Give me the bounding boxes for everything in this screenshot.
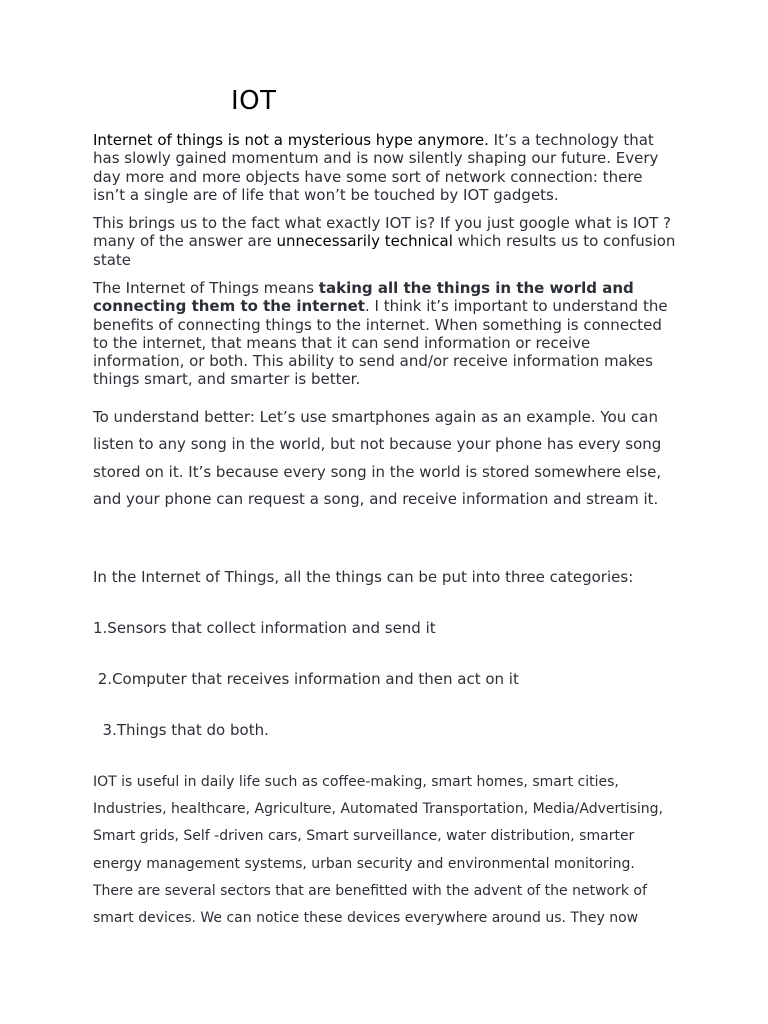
list-item-computer: 2.Computer that receives information and then act on it [93, 670, 519, 688]
list-item-both: 3.Things that do both. [93, 721, 269, 739]
paragraph-categories: In the Internet of Things, all the things can be put into three categories: [93, 568, 634, 586]
paragraph-definition [93, 279, 678, 389]
uses-text-b: There are several sectors that are benefitted with the advent of the network of smart devices. We can notice these devices everywhere around us. They now [93, 882, 647, 927]
what-is-text-c: which results us to confusion state [93, 232, 676, 269]
intro-rest: It’s a technology that has slowly gained momentum and is now silently shaping our future. Every day more and more objects have some sort of network connection: there isn’t a single are of life that won’t be touched by IOT gadgets. [93, 131, 659, 204]
intro-lead: Internet of things is not a mysterious hype anymore. [93, 131, 489, 149]
definition-bold: taking all the things in the world and connecting them to the internet [93, 279, 634, 316]
paragraph-intro [93, 131, 678, 204]
list-item-sensors: 1.Sensors that collect information and send it [93, 619, 436, 637]
page-title: IOT [231, 86, 277, 116]
paragraph-what-is-iot [93, 214, 678, 269]
definition-text-c: . I think it’s important to understand the benefits of connecting things to the internet. When something is connected to the internet, that means that it can send information or receive information, or both. This ability to send and/or receive information makes things smart, and smarter is better. [93, 297, 668, 389]
uses-text-a: IOT is useful in daily life such as coffee-making, smart homes, smart cities, Industries, healthcare, Agriculture, Automated Transportation, Media/Advertising, Smart grids, Self -driven cars, Smart surveillance, water distribution, smarter energy management systems, urban security and environmental monitoring. [93, 774, 664, 872]
what-is-text-b: unnecessarily technical [276, 232, 458, 251]
paragraph-smartphone-example: To understand better: Let’s use smartphones again as an example. You can listen to any song in the world, but not because your phone has every song stored on it. It’s because every song in the world is stored somewhere else, and your phone can request a song, and receive information and stream it. [93, 408, 662, 509]
what-is-text-a: This brings us to the fact what exactly IOT is? If you just google what is IOT ? many of the answer are [93, 214, 672, 251]
paragraph-uses [93, 769, 678, 932]
definition-text-a: The Internet of Things means [93, 279, 319, 297]
